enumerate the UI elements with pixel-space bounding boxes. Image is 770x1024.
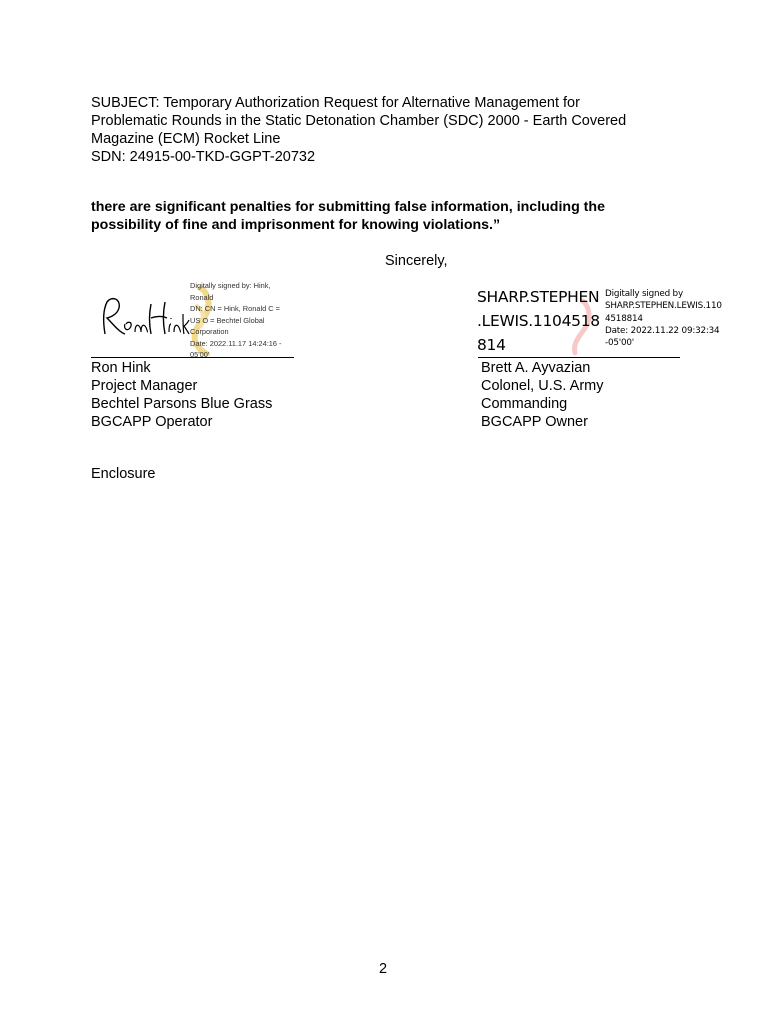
signatory-name: Ron Hink [91,360,151,376]
stamp-line: Digitally signed by: Hink, [190,281,271,290]
stamp-line: US O = Bechtel Global [190,315,265,325]
signatory-name: Brett A. Ayvazian [481,360,591,376]
signatory-role: BGCAPP Owner [481,414,588,430]
signature-stamp-text-right [605,288,722,349]
signatory-title: Project Manager [91,378,198,394]
penalty-statement [91,198,691,234]
penalty-line: there are significant penalties for submitting false information, including the [91,199,605,215]
signer-id-line: .LEWIS.1104518 [477,312,600,330]
signer-id-line: 814 [477,336,506,354]
signature-line-left [91,357,294,358]
signatory-org: Bechtel Parsons Blue Grass [91,396,273,412]
subject-block [91,94,691,166]
digital-signature-right[interactable] [477,283,737,357]
subject-line: Problematic Rounds in the Static Detonation Chamber (SDC) 2000 - Earth Covered [91,113,627,129]
stamp-line: Ronald [190,292,214,302]
signature-line-right [478,357,680,358]
closing: Sincerely, [385,253,448,269]
signer-id-line: SHARP.STEPHEN [477,288,600,306]
stamp-line: SHARP.STEPHEN.LEWIS.110 [605,301,722,312]
enclosure-label: Enclosure [91,466,156,482]
subject-line: Magazine (ECM) Rocket Line [91,131,281,147]
stamp-line: -05'00' [605,338,634,349]
signatory-left [91,359,272,431]
stamp-line: Date: 2022.11.17 14:24:16 - [190,338,282,348]
signatory-right [481,359,604,431]
stamp-line: Date: 2022.11.22 09:32:34 [605,325,720,336]
penalty-line: possibility of fine and imprisonment for knowing violations.” [91,217,501,233]
digital-signature-left[interactable] [91,280,294,358]
stamp-line: Digitally signed by [605,289,683,299]
stamp-line: 4518814 [605,313,643,324]
stamp-line: 05'00' [190,350,210,359]
signatory-title: Colonel, U.S. Army [481,378,604,394]
signatory-org: Commanding [481,396,568,412]
page-number: 2 [379,961,388,977]
stamp-line: DN: CN = Hink, Ronald C = [190,304,280,313]
signature-stamp-text-left [190,280,300,361]
stamp-line: Corporation [190,327,229,336]
signatory-role: BGCAPP Operator [91,414,213,430]
signer-id-right [477,285,600,357]
subject-line: SUBJECT: Temporary Authorization Request for Alternative Management for [91,95,580,111]
sdn-line: SDN: 24915-00-TKD-GGPT-20732 [91,149,316,165]
handwritten-signature [95,294,190,344]
